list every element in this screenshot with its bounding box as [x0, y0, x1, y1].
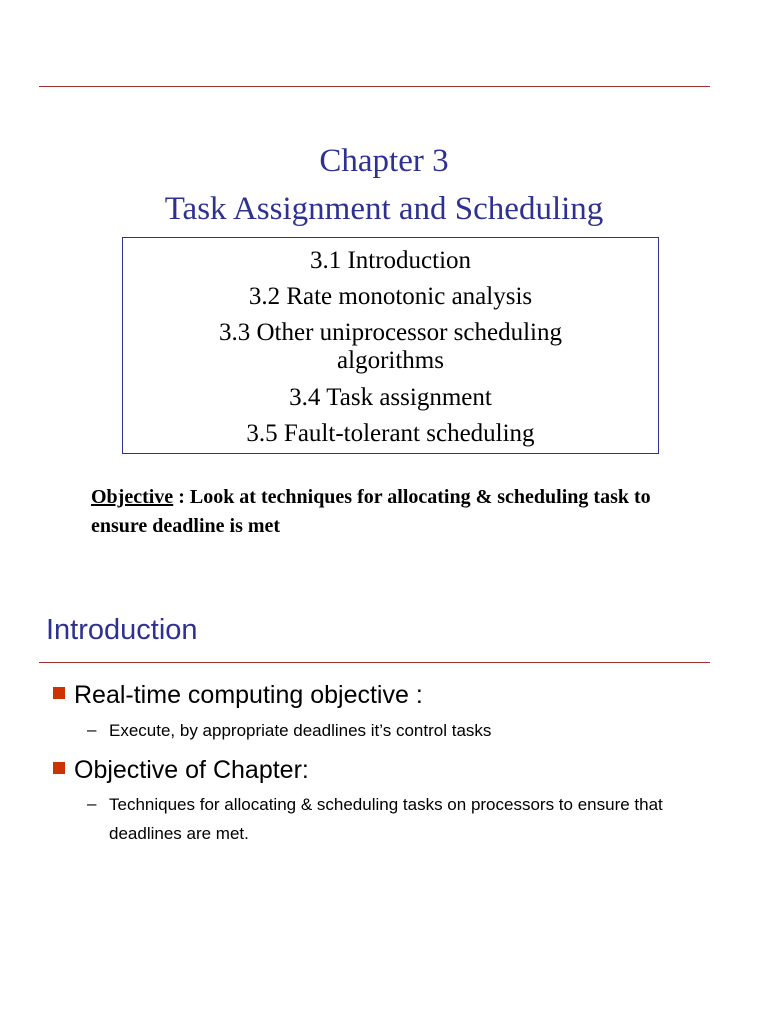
contents-item: 3.3 Other uniprocessor scheduling — [219, 319, 562, 346]
contents-item: 3.4 Task assignment — [289, 384, 492, 411]
bullet-text: Objective of Chapter: — [74, 756, 309, 784]
chapter-number: Chapter 3 — [319, 143, 449, 179]
square-bullet-icon — [53, 687, 65, 699]
sub-bullet-text: Techniques for allocating & scheduling tasks on processors to ensure that deadlines are met. — [109, 795, 663, 843]
section-heading: Introduction — [46, 614, 198, 646]
sub-bullet-text: Execute, by appropriate deadlines it’s control tasks — [109, 721, 492, 740]
contents-item: algorithms — [337, 347, 444, 374]
contents-box — [122, 237, 659, 454]
objective-label: Objective — [91, 486, 174, 508]
contents-item: 3.5 Fault-tolerant scheduling — [246, 420, 535, 447]
dash-icon: – — [87, 794, 97, 813]
dash-icon: – — [87, 720, 97, 739]
slide-introduction — [0, 512, 768, 1024]
square-bullet-icon — [53, 762, 65, 774]
chapter-title: Task Assignment and Scheduling — [164, 191, 604, 227]
top-divider — [39, 86, 710, 87]
contents-item: 3.1 Introduction — [309, 247, 472, 274]
heading-divider — [39, 662, 710, 663]
contents-item: 3.2 Rate monotonic analysis — [248, 283, 533, 310]
objective-text: : Look at techniques for allocating & scheduling task to ensure deadline is met — [91, 486, 651, 537]
bullet-text: Real-time computing objective : — [74, 681, 423, 709]
